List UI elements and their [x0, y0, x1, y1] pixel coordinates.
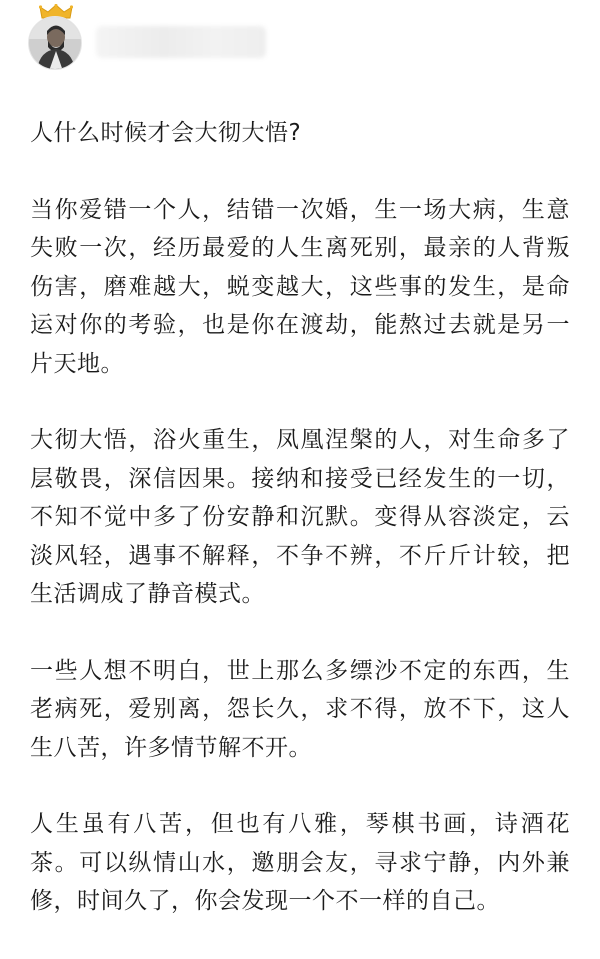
- post-content: [30, 114, 570, 959]
- post-paragraph-2: 大彻大悟，浴火重生，凤凰涅槃的人，对生命多了层敬畏，深信因果。接纳和接受已经发生的一切，不知不觉中多了份安静和沉默。变得从容淡定，云淡风轻，遇事不解释，不争不辨，不斤斤计较，把生活调成了静音模式。: [30, 427, 570, 607]
- post-paragraph-3: 一些人想不明白，世上那么多缥沙不定的东西，生老病死，爱别离，怨长久，求不得，放不下，这人生八苦，许多情节解不开。: [30, 657, 570, 761]
- user-avatar-icon[interactable]: [28, 16, 82, 70]
- post-paragraph-4: 人生虽有八苦，但也有八雅，琴棋书画，诗酒花茶。可以纵情山水，邀朋会友，寻求宁静，内外兼修，时间久了，你会发现一个不一样的自己。: [30, 811, 570, 914]
- post-paragraph-1: 当你爱错一个人，结错一次婚，生一场大病，生意失败一次，经历最爱的人生离死别，最亲的人背叛伤害，磨难越大，蜕变越大，这些事的发生，是命运对你的考验，也是你在渡劫，能熬过去就是另一片天地。: [30, 196, 570, 377]
- author-avatar-container[interactable]: [28, 4, 84, 74]
- post-header: [28, 4, 568, 74]
- author-name-blurred[interactable]: [96, 26, 266, 58]
- post-title: 人什么时候才会大彻大悟?: [30, 120, 302, 146]
